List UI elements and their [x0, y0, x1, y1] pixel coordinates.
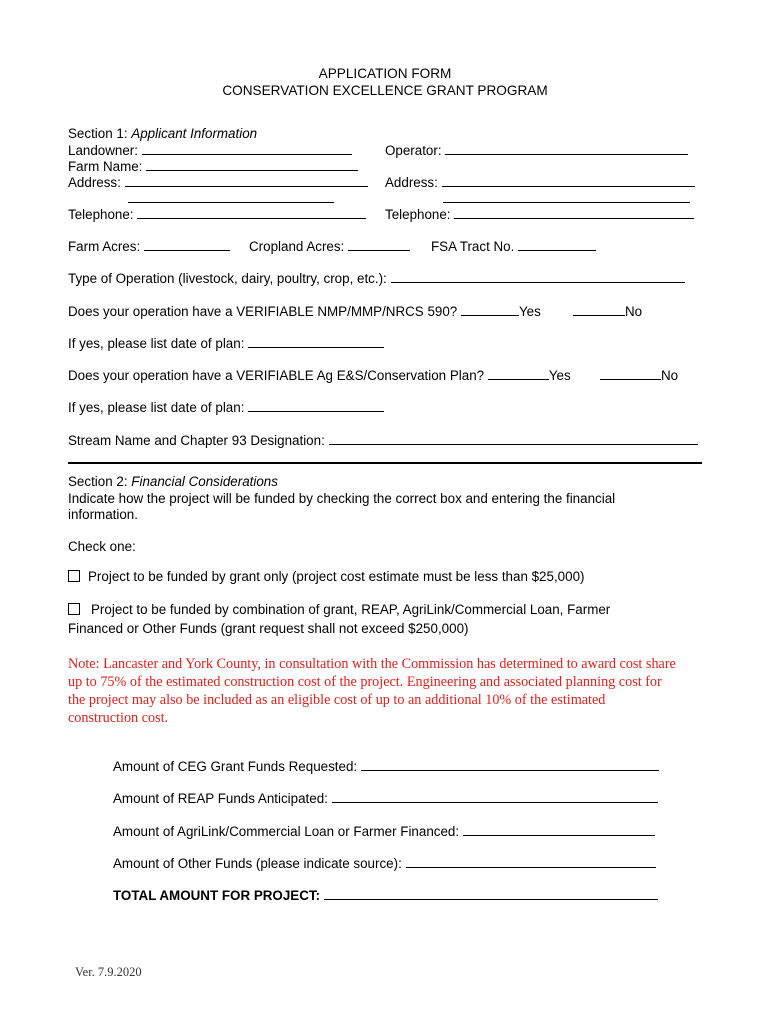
total-field[interactable]	[324, 887, 658, 900]
farm-acres-row	[68, 238, 230, 255]
cost-share-note: Note: Lancaster and York County, in consultation with the Commission has determined to award cost share up to 75% of the estimated construction cost of the project. Engineering and associated planning cost for the project may also be included as an eligible cost of up to an additional 10% of the estimated construction cost.	[68, 656, 676, 726]
telephone-left-label: Telephone:	[68, 207, 134, 222]
landowner-label: Landowner:	[68, 143, 138, 158]
telephone-right-label: Telephone:	[385, 207, 451, 222]
es-yes-label: Yes	[548, 368, 571, 383]
section1-number: Section 1:	[68, 126, 128, 141]
telephone-left-row	[68, 206, 366, 223]
nmp-date-field[interactable]	[248, 335, 384, 348]
fsa-tract-label: FSA Tract No.	[431, 239, 515, 254]
cropland-acres-field[interactable]	[348, 238, 410, 251]
es-date-field[interactable]	[248, 399, 384, 412]
amount-reap-label: Amount of REAP Funds Anticipated:	[113, 791, 328, 806]
nmp-question-row	[68, 303, 541, 320]
farm-name-label: Farm Name:	[68, 159, 143, 174]
farm-name-field[interactable]	[146, 158, 358, 171]
address-left-label: Address:	[68, 175, 121, 190]
telephone-right-row	[385, 206, 694, 223]
telephone-left-field[interactable]	[137, 206, 366, 219]
amount-ceg-field[interactable]	[361, 758, 659, 771]
total-label: TOTAL AMOUNT FOR PROJECT:	[113, 888, 321, 903]
funding-option-grant-only	[68, 569, 584, 585]
nmp-question: Does your operation have a VERIFIABLE NMP/MMP/NRCS 590?	[68, 304, 458, 319]
grant-only-label: Project to be funded by grant only (project cost estimate must be less than $25,000)	[88, 569, 585, 584]
landowner-row	[68, 142, 352, 159]
operator-field[interactable]	[445, 142, 688, 155]
section1-title: Applicant Information	[131, 126, 258, 141]
funding-option-combination	[68, 602, 610, 618]
stream-label: Stream Name and Chapter 93 Designation:	[68, 433, 325, 448]
stream-field[interactable]	[329, 432, 698, 445]
amount-agrilink-row	[113, 823, 655, 840]
address-left-line2	[128, 190, 334, 207]
telephone-right-field[interactable]	[454, 206, 694, 219]
address-right-row	[385, 174, 695, 191]
amount-other-row	[113, 855, 656, 872]
fsa-tract-row	[431, 238, 596, 255]
type-operation-label: Type of Operation (livestock, dairy, poultry, crop, etc.):	[68, 271, 387, 286]
form-subtitle: CONSERVATION EXCELLENCE GRANT PROGRAM	[222, 83, 548, 98]
operator-label: Operator:	[385, 143, 442, 158]
address-left-field[interactable]	[125, 174, 368, 187]
amount-other-field[interactable]	[406, 855, 656, 868]
farm-name-row	[68, 158, 358, 175]
total-row	[113, 887, 658, 904]
nmp-yes-field[interactable]	[461, 303, 519, 316]
amount-ceg-row	[113, 758, 659, 775]
section2-instructions: Indicate how the project will be funded by checking the correct box and entering the financial information.	[68, 491, 616, 522]
landowner-field[interactable]	[142, 142, 352, 155]
es-date-label: If yes, please list date of plan:	[68, 400, 245, 415]
section1-heading	[68, 126, 257, 142]
cropland-acres-label: Cropland Acres:	[249, 239, 345, 254]
version-footer: Ver. 7.9.2020	[75, 965, 142, 979]
nmp-yes-label: Yes	[518, 304, 541, 319]
nmp-no-field[interactable]	[573, 303, 625, 316]
type-operation-row	[68, 270, 685, 287]
amount-agrilink-field[interactable]	[463, 823, 655, 836]
combination-checkbox[interactable]	[68, 603, 80, 615]
farm-acres-label: Farm Acres:	[68, 239, 141, 254]
es-question-row	[68, 367, 571, 384]
fsa-tract-field[interactable]	[518, 238, 596, 251]
nmp-date-row	[68, 335, 384, 352]
amount-reap-row	[113, 790, 658, 807]
section-divider	[68, 462, 702, 464]
combination-label-line1: Project to be funded by combination of grant, REAP, AgriLink/Commercial Loan, Farmer	[91, 602, 611, 617]
address-left-field-2[interactable]	[128, 190, 334, 203]
address-left-row	[68, 174, 368, 191]
amount-other-label: Amount of Other Funds (please indicate source):	[113, 856, 402, 871]
operator-row	[385, 142, 688, 159]
es-no-field[interactable]	[600, 367, 661, 380]
address-right-line2	[443, 190, 690, 207]
type-operation-field[interactable]	[391, 270, 685, 283]
es-date-row	[68, 399, 384, 416]
section2-number: Section 2:	[68, 474, 128, 489]
check-one-label: Check one:	[68, 539, 136, 554]
stream-row	[68, 432, 698, 449]
combination-label-line2: Financed or Other Funds (grant request shall not exceed $250,000)	[68, 621, 469, 636]
cropland-acres-row	[249, 238, 410, 255]
es-question: Does your operation have a VERIFIABLE Ag E&S/Conservation Plan?	[68, 368, 485, 383]
amount-agrilink-label: Amount of AgriLink/Commercial Loan or Farmer Financed:	[113, 824, 460, 839]
amount-reap-field[interactable]	[332, 790, 658, 803]
form-title: APPLICATION FORM	[318, 66, 452, 81]
grant-only-checkbox[interactable]	[68, 570, 80, 582]
amount-ceg-label: Amount of CEG Grant Funds Requested:	[113, 759, 358, 774]
address-right-field-2[interactable]	[443, 190, 690, 203]
es-yes-field[interactable]	[488, 367, 549, 380]
nmp-no-label: No	[625, 304, 643, 319]
address-right-label: Address:	[385, 175, 438, 190]
section2-title: Financial Considerations	[131, 474, 278, 489]
nmp-no-row	[573, 303, 642, 320]
address-right-field[interactable]	[442, 174, 695, 187]
es-no-row	[600, 367, 678, 384]
farm-acres-field[interactable]	[144, 238, 230, 251]
es-no-label: No	[661, 368, 679, 383]
nmp-date-label: If yes, please list date of plan:	[68, 336, 245, 351]
section2-heading	[68, 474, 278, 490]
